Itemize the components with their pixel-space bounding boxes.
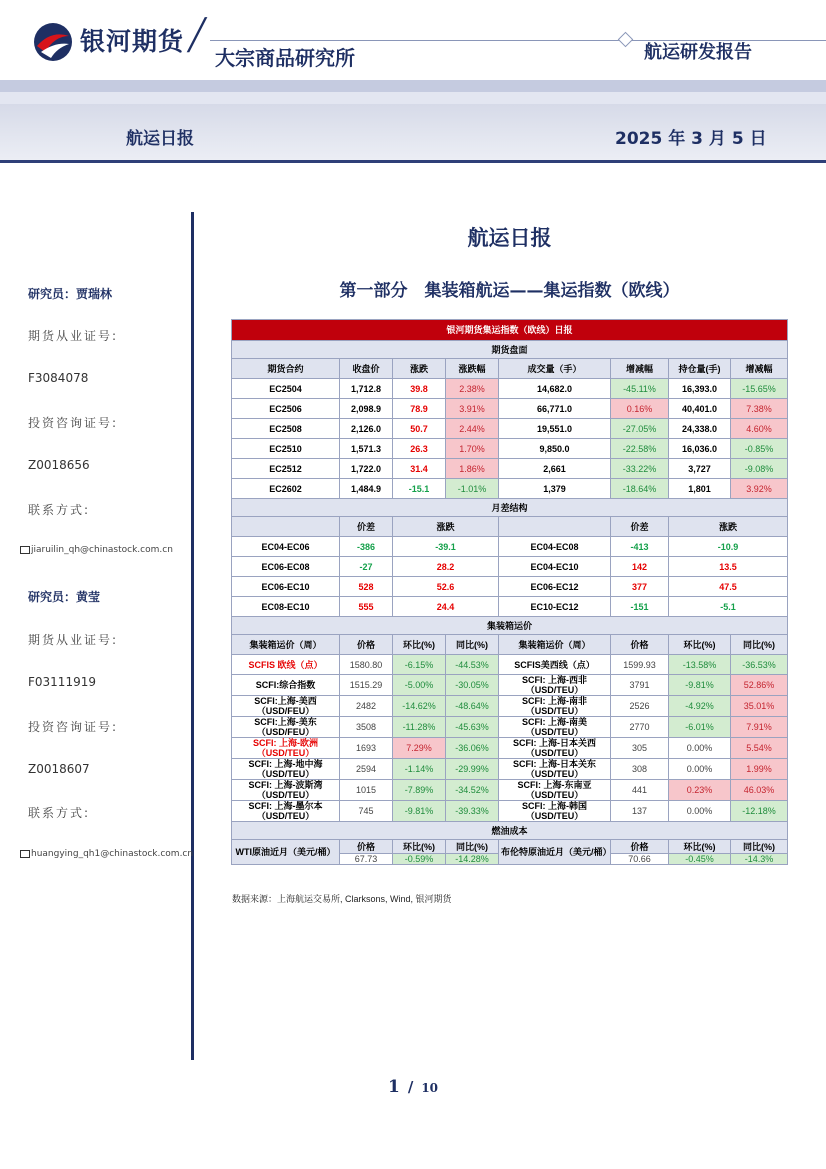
column-header: 涨跌 — [669, 517, 788, 537]
change-pct: 1.86% — [446, 459, 499, 479]
change-pct: -1.01% — [446, 479, 499, 499]
freight-price: 2770 — [611, 717, 669, 738]
researcher-2-invest: Z0018607 — [28, 762, 90, 776]
change: 26.3 — [393, 439, 446, 459]
column-header: 价差 — [611, 517, 669, 537]
volume-change: -22.58% — [611, 439, 669, 459]
spread-change: -5.1 — [669, 597, 788, 617]
close-price: 1,571.3 — [340, 439, 393, 459]
page-total: 10 — [421, 1081, 439, 1095]
column-header: 环比(%) — [669, 840, 731, 854]
freight-wow: -9.81% — [669, 675, 731, 696]
freight-yoy: 1.99% — [731, 759, 788, 780]
futures-row — [232, 439, 788, 459]
freight-index-name: SCFI: 上海-波斯湾（USD/TEU） — [232, 780, 340, 801]
change: 31.4 — [393, 459, 446, 479]
contract-name: EC2506 — [232, 399, 340, 419]
freight-yoy: -44.53% — [446, 655, 499, 675]
column-header: 集装箱运价（周） — [499, 635, 611, 655]
freight-index-name: SCFIS 欧线（点） — [232, 655, 340, 675]
oi-change: 4.60% — [731, 419, 788, 439]
freight-wow: -7.89% — [393, 780, 446, 801]
freight-index-name: SCFI: 上海-南美（USD/TEU） — [499, 717, 611, 738]
column-header — [232, 517, 340, 537]
column-header: 价格 — [611, 635, 669, 655]
section-row — [232, 499, 788, 517]
column-header: 环比(%) — [393, 635, 446, 655]
oi-change: 3.92% — [731, 479, 788, 499]
spread-name: EC06-EC12 — [499, 577, 611, 597]
contract-name: EC2512 — [232, 459, 340, 479]
column-header: 同比(%) — [446, 840, 499, 854]
freight-price: 745 — [340, 801, 393, 822]
report-subtitle: 航运日报 — [126, 129, 194, 149]
futures-row — [232, 419, 788, 439]
volume: 2,661 — [499, 459, 611, 479]
spread-value: 142 — [611, 557, 669, 577]
header-row — [232, 359, 788, 379]
fuel-value: -0.45% — [669, 854, 731, 865]
researcher-2-invest-label: 投资咨询证号: — [28, 720, 119, 734]
spread-change: 13.5 — [669, 557, 788, 577]
freight-index-name: SCFI: 上海-南非（USD/TEU） — [499, 696, 611, 717]
freight-row — [232, 759, 788, 780]
logo-text: 银河期货 — [80, 27, 185, 56]
spread-row — [232, 557, 788, 577]
contract-name: EC2510 — [232, 439, 340, 459]
ec-daily-table — [231, 319, 788, 865]
spread-name: EC04-EC10 — [499, 557, 611, 577]
freight-wow: -5.00% — [393, 675, 446, 696]
spread-change: 28.2 — [393, 557, 499, 577]
header-rule — [210, 40, 620, 41]
volume-change: -45.11% — [611, 379, 669, 399]
column-header: 增减幅 — [731, 359, 788, 379]
researcher-1-contact-label: 联系方式: — [28, 503, 91, 517]
researcher-2-cert: F03111919 — [28, 675, 96, 689]
spread-value: -386 — [340, 537, 393, 557]
column-header: 涨跌 — [393, 517, 499, 537]
fuel-value: -14.28% — [446, 854, 499, 865]
fuel-value: -0.59% — [393, 854, 446, 865]
freight-price: 441 — [611, 780, 669, 801]
freight-wow: 7.29% — [393, 738, 446, 759]
freight-price: 3791 — [611, 675, 669, 696]
freight-index-name: SCFI:上海-美东（USD/FEU） — [232, 717, 340, 738]
section-row — [232, 617, 788, 635]
researcher-2-name: 研究员：黄莹 — [28, 590, 101, 604]
column-header: 涨跌幅 — [446, 359, 499, 379]
change: 78.9 — [393, 399, 446, 419]
report-date: 2025 年 3 月 5 日 — [615, 129, 767, 149]
freight-wow: 0.00% — [669, 738, 731, 759]
close-price: 1,484.9 — [340, 479, 393, 499]
spread-name: EC04-EC08 — [499, 537, 611, 557]
freight-index-name: SCFI: 上海-日本关东（USD/TEU） — [499, 759, 611, 780]
freight-wow: -14.62% — [393, 696, 446, 717]
header-row — [232, 517, 788, 537]
freight-wow: -1.14% — [393, 759, 446, 780]
open-interest: 3,727 — [669, 459, 731, 479]
table-title: 银河期货集运指数（欧线）日报 — [232, 320, 788, 341]
freight-index-name: SCFI: 上海-西非（USD/TEU） — [499, 675, 611, 696]
researcher-2-cert-label: 期货从业证号: — [28, 633, 119, 647]
spread-value: -151 — [611, 597, 669, 617]
spread-change: -10.9 — [669, 537, 788, 557]
freight-row — [232, 717, 788, 738]
freight-row — [232, 780, 788, 801]
close-price: 1,712.8 — [340, 379, 393, 399]
galaxy-logo-icon — [33, 22, 73, 62]
mail-icon — [20, 546, 30, 554]
researcher-2-email[interactable] — [20, 849, 193, 859]
fuel-value: -14.3% — [731, 854, 788, 865]
header-band-light — [0, 92, 826, 104]
freight-yoy: 5.54% — [731, 738, 788, 759]
oi-change: -0.85% — [731, 439, 788, 459]
freight-wow: -6.01% — [669, 717, 731, 738]
volume: 19,551.0 — [499, 419, 611, 439]
freight-wow: -11.28% — [393, 717, 446, 738]
freight-price: 305 — [611, 738, 669, 759]
section-row — [232, 822, 788, 840]
freight-price: 137 — [611, 801, 669, 822]
column-header: 环比(%) — [393, 840, 446, 854]
volume-change: -27.05% — [611, 419, 669, 439]
spread-change: 52.6 — [393, 577, 499, 597]
close-price: 1,722.0 — [340, 459, 393, 479]
freight-index-name: SCFIS美西线（点） — [499, 655, 611, 675]
open-interest: 16,393.0 — [669, 379, 731, 399]
section-freight: 集装箱运价 — [232, 617, 788, 635]
freight-wow: 0.23% — [669, 780, 731, 801]
freight-price: 2526 — [611, 696, 669, 717]
contract-name: EC2504 — [232, 379, 340, 399]
change: 50.7 — [393, 419, 446, 439]
contract-name: EC2508 — [232, 419, 340, 439]
spread-name: EC06-EC10 — [232, 577, 340, 597]
report-header — [0, 0, 826, 165]
data-source: 数据来源：上海航运交易所, Clarksons, Wind, 银河期货 — [232, 894, 452, 904]
column-header: 价格 — [340, 840, 393, 854]
column-header: 涨跌 — [393, 359, 446, 379]
freight-index-name: SCFI: 上海-地中海（USD/TEU） — [232, 759, 340, 780]
spread-name: EC04-EC06 — [232, 537, 340, 557]
freight-row — [232, 801, 788, 822]
header-band — [0, 80, 826, 92]
spread-change: 24.4 — [393, 597, 499, 617]
freight-yoy: 7.91% — [731, 717, 788, 738]
volume: 9,850.0 — [499, 439, 611, 459]
spread-row — [232, 597, 788, 617]
column-header: 价差 — [340, 517, 393, 537]
futures-row — [232, 379, 788, 399]
futures-row — [232, 479, 788, 499]
spread-value: 528 — [340, 577, 393, 597]
header-row — [232, 635, 788, 655]
main-title: 航运日报 — [467, 226, 552, 250]
freight-index-name: SCFI: 上海-日本关西（USD/TEU） — [499, 738, 611, 759]
spread-name: EC06-EC08 — [232, 557, 340, 577]
freight-row — [232, 675, 788, 696]
freight-index-name: SCFI:综合指数 — [232, 675, 340, 696]
header-divider: ╱ — [188, 18, 207, 53]
volume: 66,771.0 — [499, 399, 611, 419]
spread-value: 377 — [611, 577, 669, 597]
column-header: 收盘价 — [340, 359, 393, 379]
freight-price: 2482 — [340, 696, 393, 717]
freight-yoy: -36.53% — [731, 655, 788, 675]
spread-value: 555 — [340, 597, 393, 617]
column-header: 价格 — [611, 840, 669, 854]
freight-price: 1599.93 — [611, 655, 669, 675]
freight-index-name: SCFI: 上海-墨尔本（USD/TEU） — [232, 801, 340, 822]
spread-change: -39.1 — [393, 537, 499, 557]
freight-yoy: -45.63% — [446, 717, 499, 738]
researcher-1-email[interactable] — [20, 545, 173, 555]
open-interest: 40,401.0 — [669, 399, 731, 419]
researcher-1-cert-label: 期货从业证号: — [28, 329, 119, 343]
section-futures: 期货盘面 — [232, 341, 788, 359]
freight-price: 2594 — [340, 759, 393, 780]
freight-price: 1015 — [340, 780, 393, 801]
open-interest: 1,801 — [669, 479, 731, 499]
freight-price: 3508 — [340, 717, 393, 738]
freight-price: 308 — [611, 759, 669, 780]
section-title: 第一部分 集装箱航运——集运指数（欧线） — [339, 281, 680, 301]
researcher-1-cert: F3084078 — [28, 371, 89, 385]
freight-yoy: 46.03% — [731, 780, 788, 801]
freight-wow: -13.58% — [669, 655, 731, 675]
volume-change: -33.22% — [611, 459, 669, 479]
column-header — [499, 517, 611, 537]
spread-row — [232, 537, 788, 557]
oi-change: 7.38% — [731, 399, 788, 419]
freight-row — [232, 655, 788, 675]
spread-value: -413 — [611, 537, 669, 557]
freight-yoy: -30.05% — [446, 675, 499, 696]
section-row — [232, 341, 788, 359]
sidebar-divider — [191, 212, 194, 1060]
freight-price: 1515.29 — [340, 675, 393, 696]
researcher-1-email-text: jiaruilin_qh@chinastock.com.cn — [31, 545, 173, 555]
change-pct: 1.70% — [446, 439, 499, 459]
column-header: 价格 — [340, 635, 393, 655]
report-type: 航运研发报告 — [644, 42, 752, 63]
freight-index-name: SCFI: 上海-韩国（USD/TEU） — [499, 801, 611, 822]
futures-row — [232, 399, 788, 419]
freight-yoy: -34.52% — [446, 780, 499, 801]
page-sep: / — [407, 1078, 414, 1096]
freight-wow: -9.81% — [393, 801, 446, 822]
freight-price: 1580.80 — [340, 655, 393, 675]
mail-icon — [20, 850, 30, 858]
researcher-1-name: 研究员：贾瑞林 — [28, 287, 113, 301]
freight-row — [232, 696, 788, 717]
freight-wow: -6.15% — [393, 655, 446, 675]
volume-change: -18.64% — [611, 479, 669, 499]
change-pct: 2.44% — [446, 419, 499, 439]
fuel-value: 70.66 — [611, 854, 669, 865]
section-spreads: 月差结构 — [232, 499, 788, 517]
close-price: 2,126.0 — [340, 419, 393, 439]
spread-name: EC10-EC12 — [499, 597, 611, 617]
subtitle-bar-rule — [0, 160, 826, 163]
column-header: 同比(%) — [731, 840, 788, 854]
column-header: 环比(%) — [669, 635, 731, 655]
change: -15.1 — [393, 479, 446, 499]
researcher-1-invest: Z0018656 — [28, 458, 90, 472]
spread-value: -27 — [340, 557, 393, 577]
fuel-label: WTI原油近月（美元/桶） — [232, 840, 340, 865]
spread-change: 47.5 — [669, 577, 788, 597]
page-current: 1 — [387, 1077, 400, 1097]
freight-yoy: 35.01% — [731, 696, 788, 717]
researcher-2-email-text: huangying_qh1@chinastock.com.cn — [31, 849, 194, 859]
freight-index-name: SCFI: 上海-欧洲（USD/TEU） — [232, 738, 340, 759]
spread-name: EC08-EC10 — [232, 597, 340, 617]
department-name: 大宗商品研究所 — [215, 46, 355, 70]
researcher-2-contact-label: 联系方式: — [28, 806, 91, 820]
freight-yoy: 52.86% — [731, 675, 788, 696]
change-pct: 2.38% — [446, 379, 499, 399]
page-number — [0, 1077, 826, 1097]
open-interest: 16,036.0 — [669, 439, 731, 459]
freight-yoy: -36.06% — [446, 738, 499, 759]
column-header: 同比(%) — [446, 635, 499, 655]
table-title-row — [232, 320, 788, 341]
freight-yoy: -48.64% — [446, 696, 499, 717]
fuel-value: 67.73 — [340, 854, 393, 865]
freight-yoy: -29.99% — [446, 759, 499, 780]
volume-change: 0.16% — [611, 399, 669, 419]
column-header: 增减幅 — [611, 359, 669, 379]
volume: 14,682.0 — [499, 379, 611, 399]
freight-price: 1693 — [340, 738, 393, 759]
researcher-1-invest-label: 投资咨询证号: — [28, 416, 119, 430]
fuel-header-row — [232, 840, 788, 854]
contract-name: EC2602 — [232, 479, 340, 499]
freight-index-name: SCFI: 上海-东南亚（USD/TEU） — [499, 780, 611, 801]
close-price: 2,098.9 — [340, 399, 393, 419]
freight-index-name: SCFI:上海-美西（USD/FEU） — [232, 696, 340, 717]
futures-row — [232, 459, 788, 479]
freight-row — [232, 738, 788, 759]
column-header: 期货合约 — [232, 359, 340, 379]
freight-yoy: -39.33% — [446, 801, 499, 822]
freight-wow: 0.00% — [669, 801, 731, 822]
column-header: 同比(%) — [731, 635, 788, 655]
oi-change: -15.65% — [731, 379, 788, 399]
change: 39.8 — [393, 379, 446, 399]
column-header: 集装箱运价（周） — [232, 635, 340, 655]
column-header: 持仓量(手) — [669, 359, 731, 379]
change-pct: 3.91% — [446, 399, 499, 419]
freight-wow: -4.92% — [669, 696, 731, 717]
oi-change: -9.08% — [731, 459, 788, 479]
spread-row — [232, 577, 788, 597]
section-fuel: 燃油成本 — [232, 822, 788, 840]
fuel-label: 布伦特原油近月（美元/桶） — [499, 840, 611, 865]
freight-yoy: -12.18% — [731, 801, 788, 822]
column-header: 成交量（手） — [499, 359, 611, 379]
diamond-ornament — [618, 32, 634, 48]
freight-wow: 0.00% — [669, 759, 731, 780]
open-interest: 24,338.0 — [669, 419, 731, 439]
volume: 1,379 — [499, 479, 611, 499]
